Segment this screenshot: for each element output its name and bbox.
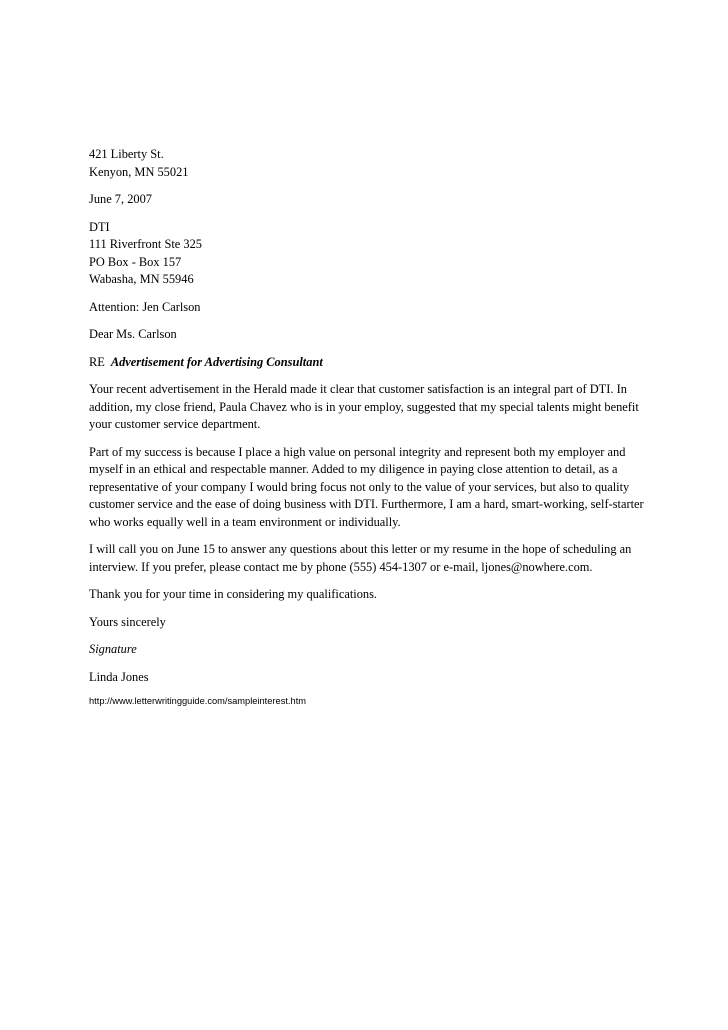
date-text: June 7, 2007 — [89, 192, 152, 206]
paragraph-line: I will call you on June 15 to answer any questions about this letter or my resume in the hope of scheduling an — [89, 542, 632, 556]
re-label: RE — [89, 354, 105, 369]
signature-text: Signature — [89, 642, 137, 656]
attention-line — [89, 299, 649, 317]
sender-city-state-zip: Kenyon, MN 55021 — [89, 164, 189, 179]
re-line — [89, 354, 649, 372]
closing-text: Yours sincerely — [89, 614, 166, 629]
recipient-address-line1: 111 Riverfront Ste 325 — [89, 237, 202, 251]
body-paragraph-2 — [89, 444, 649, 532]
attention-text: Attention: Jen Carlson — [89, 299, 201, 314]
sender-address — [89, 146, 649, 181]
paragraph-line: Part of my success is because I place a high value on personal integrity and represent both my employer and — [89, 444, 626, 459]
paragraph-line: Thank you for your time in considering my qualifications. — [89, 587, 378, 601]
paragraph-line: addition, my close friend, Paula Chavez who is in your employ, suggested that my special talents might benefit — [89, 399, 639, 414]
paragraph-line: myself in an ethical and respectable manner. Added to my diligence in paying close attention to detail, as a — [89, 462, 618, 476]
body-paragraph-3 — [89, 541, 649, 576]
sender-street: 421 Liberty St. — [89, 147, 164, 161]
signature — [89, 641, 649, 659]
letter-body — [89, 146, 649, 718]
paragraph-line: your customer service department. — [89, 417, 261, 431]
recipient-city-state-zip: Wabasha, MN 55946 — [89, 272, 194, 286]
signer-name — [89, 669, 649, 687]
letter-date — [89, 191, 649, 209]
source-url-text: http://www.letterwritingguide.com/sampleinterest.htm — [89, 696, 307, 706]
paragraph-line: interview. If you prefer, please contact me by phone (555) 454-1307 or e-mail, ljones@nowhere.com. — [89, 559, 593, 574]
salutation-text: Dear Ms. Carlson — [89, 327, 177, 341]
recipient-company: DTI — [89, 219, 110, 234]
re-subject: Advertisement for Advertising Consultant — [110, 354, 323, 369]
paragraph-line: Your recent advertisement in the Herald made it clear that customer satisfaction is an integral part of DTI. In — [89, 382, 627, 396]
signer-name-text: Linda Jones — [89, 669, 149, 684]
body-paragraph-4 — [89, 586, 649, 604]
closing — [89, 614, 649, 632]
source-url — [89, 694, 649, 708]
paragraph-line: who works equally well in a team environment or individually. — [89, 514, 401, 529]
recipient-address — [89, 219, 649, 289]
salutation — [89, 326, 649, 344]
paragraph-line: representative of your company I would bring focus not only to the value of your services, but also to quality — [89, 479, 630, 494]
body-paragraph-1 — [89, 381, 649, 434]
paragraph-line: customer service and the ease of doing business with DTI. Furthermore, I am a hard, smart-working, self-starter — [89, 497, 644, 511]
recipient-address-line2: PO Box - Box 157 — [89, 254, 182, 269]
